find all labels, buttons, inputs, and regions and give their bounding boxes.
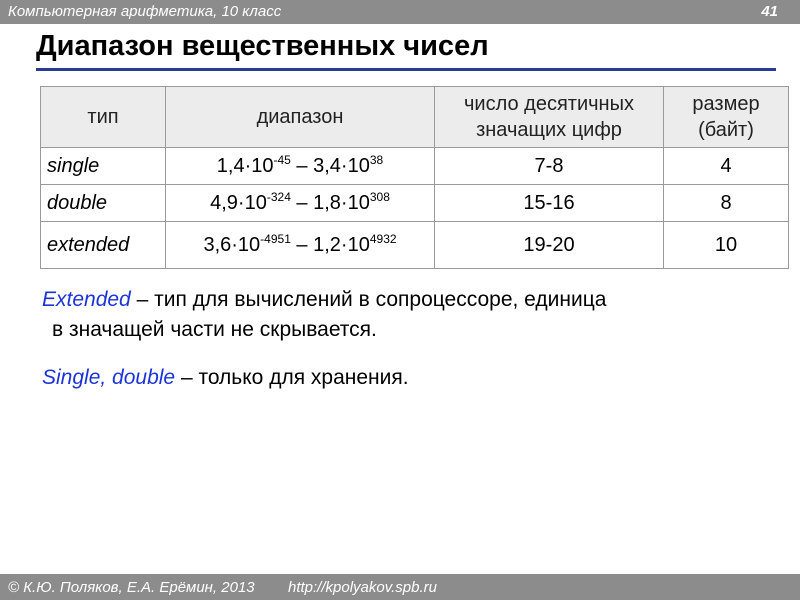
table-header-row	[41, 87, 789, 148]
header-type: тип	[41, 87, 166, 148]
table-row	[41, 148, 789, 185]
course-label: Компьютерная арифметика, 10 класс	[8, 3, 282, 20]
header-range: диапазон	[166, 87, 435, 148]
header-size-line1: размер	[692, 93, 760, 115]
cell-range	[166, 148, 435, 185]
cell-digits: 19-20	[435, 222, 664, 269]
range-min-exponent: -324	[266, 189, 291, 204]
header-size	[664, 87, 789, 148]
range-max-mantissa: 1,8·10	[313, 191, 370, 214]
table-row	[41, 222, 789, 269]
cell-type: double	[41, 185, 166, 222]
keyword-single-double: Single, double	[42, 366, 176, 389]
table-row	[41, 185, 789, 222]
cell-type: extended	[41, 222, 166, 269]
footer-bar	[0, 574, 800, 600]
range-min-exponent: -45	[273, 152, 291, 167]
page-number: 41	[761, 3, 778, 20]
range-max-exponent: 308	[369, 189, 390, 204]
title-underline	[36, 68, 776, 71]
cell-range	[166, 222, 435, 269]
cell-size: 4	[664, 148, 789, 185]
range-dash: –	[290, 154, 314, 177]
range-table	[40, 86, 789, 269]
range-min-mantissa: 4,9·10	[210, 191, 267, 214]
cell-size: 10	[664, 222, 789, 269]
range-min-exponent: -4951	[260, 231, 291, 246]
header-size-line2: (байт)	[698, 119, 754, 141]
range-max-exponent: 4932	[369, 231, 397, 246]
keyword-extended: Extended	[42, 288, 131, 311]
note-extended-continuation: в значащей части не скрывается.	[52, 318, 377, 341]
cell-digits: 7-8	[435, 148, 664, 185]
range-dash: –	[290, 233, 314, 256]
cell-type: single	[41, 148, 166, 185]
cell-range	[166, 185, 435, 222]
copyright-text: © К.Ю. Поляков, Е.А. Ерёмин, 2013	[8, 579, 255, 596]
header-digits	[435, 87, 664, 148]
header-digits-line1: число десятичных	[464, 93, 634, 115]
range-max-mantissa: 3,4·10	[313, 154, 370, 177]
note-storage-text: – только для хранения.	[175, 366, 409, 389]
note-extended	[42, 288, 606, 312]
range-dash: –	[290, 191, 314, 214]
range-min-mantissa: 1,4·10	[216, 154, 274, 177]
header-digits-line2: значащих цифр	[476, 119, 622, 141]
note-extended-text: – тип для вычислений в сопроцессоре, единица	[130, 288, 607, 311]
header-bar	[0, 0, 800, 24]
range-min-mantissa: 3,6·10	[203, 233, 261, 256]
cell-size: 8	[664, 185, 789, 222]
site-link[interactable]: http://kpolyakov.spb.ru	[288, 579, 437, 596]
note-storage	[42, 366, 409, 390]
page-title: Диапазон вещественных чисел	[36, 30, 489, 62]
range-max-mantissa: 1,2·10	[313, 233, 370, 256]
cell-digits: 15-16	[435, 185, 664, 222]
range-max-exponent: 38	[369, 152, 384, 167]
